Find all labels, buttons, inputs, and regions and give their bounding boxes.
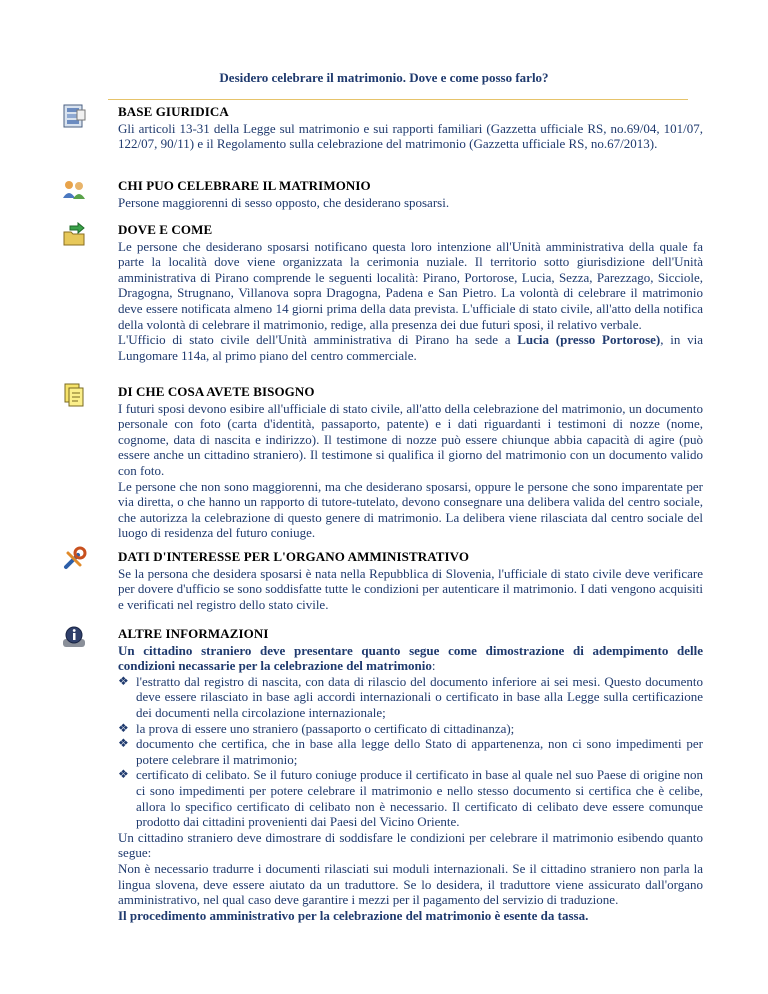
document-cabinet-icon [60, 102, 88, 130]
section-text: Non è necessario tradurre i documenti rilasciati sui moduli internazionali. Se il cittadino straniero non parla la lingua slovena, deve essere aiutato da un traduttore. Se lo desidera, il traduttore viene assicurato dall'organo amministrativo, nel qual caso deve garantire i mezzi per il pagamento del servizio di traduzione. [118, 860, 703, 908]
list-item: ❖ l'estratto dal registro di nascita, con data di rilascio del documento inferiore ai sei mesi. Questo documento deve essere rilasciato in base agli accordi internazionali o certificato in base alla Legge sulla certificazione dei documenti nella circolazione internazionale; [118, 674, 703, 721]
section-heading: BASE GIURIDICA [118, 104, 229, 119]
section-altre-informazioni [118, 626, 703, 923]
forms-icon [60, 380, 88, 408]
requirements-list [118, 674, 703, 830]
section-heading: ALTRE INFORMAZIONI [118, 626, 269, 641]
section-text: Persone maggiorenni di sesso opposto, che desiderano sposarsi. [118, 194, 450, 210]
section-heading: DOVE E COME [118, 222, 213, 237]
info-icon [60, 623, 88, 651]
list-item: ❖ la prova di essere uno straniero (passaporto o certificato di cittadinanza); [118, 721, 703, 737]
title-divider [108, 99, 688, 100]
section-text: Un cittadino straniero deve dimostrare di soddisfare le condizioni per celebrare il matrimonio esibendo quanto segue: [118, 829, 703, 861]
fee-exempt-note: Il procedimento amministrativo per la celebrazione del matrimonio è esente da tassa. [118, 907, 589, 923]
section-text: I futuri sposi devono esibire all'ufficiale di stato civile, all'atto della celebrazione del matrimonio, un documento personale con foto (carta d'identità, passaporto, patente) e i dati riguardanti i testimoni di nozze (nome, cognome, data di nascita e indirizzo). Il testimone di nozze può essere chiunque abbia capacità di agire (può essere anche un cittadino straniero). Il testimone si qualifica il giorno del matrimonio con un documento valido con foto. [118, 400, 703, 478]
section-dati-interesse [118, 549, 703, 612]
section-bisogno [118, 384, 703, 541]
section-intro: Un cittadino straniero deve presentare quanto segue come dimostrazione di adempimento delle condizioni necassarie per la celebrazione del matrimonio: [118, 642, 703, 674]
office-location-text: L'Ufficio di stato civile dell'Unità amministrativa di Pirano ha sede a Lucia (presso Portorose), in via Lungomare 114a, al primo piano del centro commerciale. [118, 332, 703, 363]
section-chi-puo [118, 178, 703, 210]
section-text: Le persone che non sono maggiorenni, ma che desiderano sposarsi, oppure le persone che sono imparentate per via diretta, o che hanno un rapporto di tutore-tutelato, devono consegnare una delibera valida del centro sociale, che autorizza la celebrazione di questo genere di matrimonio. La delibera viene rilasciata dal centro sociale del luogo di residenza del futuro coniuge. [118, 478, 703, 541]
section-text: Se la persona che desidera sposarsi è nata nella Repubblica di Slovenia, l'ufficiale di stato civile deve verificare per dovere d'ufficio se sono soddisfatte tutte le condizioni per autenticare il matrimonio. I dati vengono acquisiti e verificati nel registro dello stato civile. [118, 565, 703, 612]
section-text: Gli articoli 13-31 della Legge sul matrimonio e sui rapporti familiari (Gazzetta ufficiale RS, no.69/04, 101/07, 122/07, 90/11) e il Regolamento sulla celebrazione del matrimonio (Gazzetta ufficiale RS, no.67/2013). [118, 120, 703, 152]
list-item: ❖ documento che certifica, che in base alla legge dello Stato di appartenenza, non ci sono impedimenti per potere celebrare il matrimonio; [118, 736, 703, 767]
page-title: Desidero celebrare il matrimonio. Dove e come posso farlo? [219, 70, 549, 85]
section-text: Le persone che desiderano sposarsi notificano questa loro intenzione all'Unità amministrativa della quale fa parte la località dove viene organizzata la cerimonia nuziale. Il territorio sotto giurisdizione dell'Unità amministrativa di Pirano comprende le seguenti località: Pirano, Portorose, Lucia, Sezza, Parezzago, Sicciole, Dragogna, Strugnano, Villanova sopra Dragogna, Padena e San Pietro. La volontà di celebrare il matrimonio deve essere notificata almeno 14 giorni prima della data prevista. L'ufficiale di stato civile, all'atto della notifica della volontà di celebrare il matrimonio, redige, alla presenza dei due futuri sposi, il relativo verbale. [118, 238, 703, 332]
folder-arrow-icon [60, 222, 88, 250]
office-location-bold: Lucia (presso Portorose) [517, 332, 661, 348]
people-icon [60, 176, 88, 204]
section-heading: DATI D'INTERESSE PER L'ORGANO AMMINISTRATIVO [118, 549, 470, 564]
section-base-giuridica [118, 104, 703, 152]
section-heading: CHI PUO CELEBRARE IL MATRIMONIO [118, 178, 371, 193]
section-heading: DI CHE COSA AVETE BISOGNO [118, 384, 315, 399]
tools-icon [60, 545, 88, 573]
section-dove-e-come [118, 222, 703, 363]
list-item: ❖ certificato di celibato. Se il futuro coniuge produce il certificato in base al quale nel suo Paese di origine non ci sono impedimenti per potere celebrare il matrimonio e nello stesso documento si certifica che è celibe, allora lo specifico certificato di celibato non è necessario. Il certificato di celibato deve essere comunque prodotto dai cittadini provenienti dai Paesi del Vicino Oriente. [118, 767, 703, 829]
